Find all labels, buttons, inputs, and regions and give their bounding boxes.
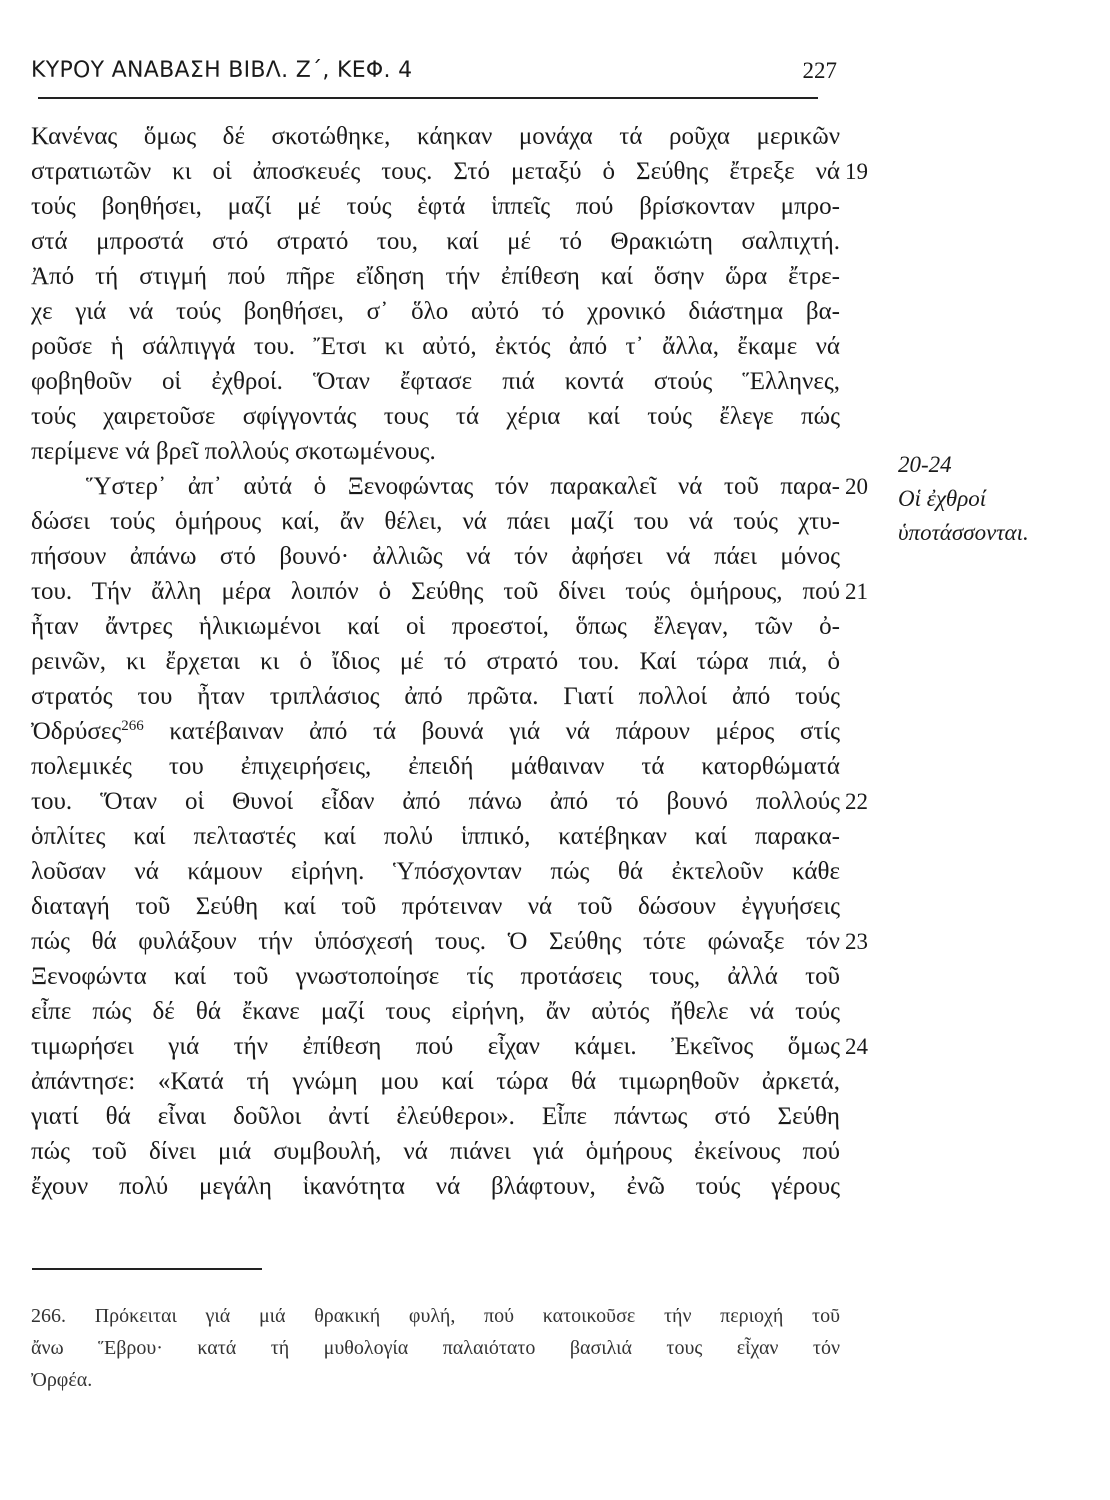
text-line: τιμωρήσει γιά τήν ἐπίθεση πού εἶχαν κάμει. Ἐκεῖνος ὅμως: [31, 1033, 840, 1060]
text-line: πώς θά φυλάξουν τήν ὑπόσχεσή τους. Ὁ Σεύθης τότε φώναξε τόν: [31, 928, 840, 955]
section-number: 21: [845, 579, 868, 604]
text-line: λοῦσαν νά κάμουν εἰρήνη. Ὑπόσχονταν πώς θά ἐκτελοῦν κάθε: [31, 858, 840, 885]
text-line: στρατός του ἦταν τριπλάσιος ἀπό πρῶτα. Γιατί πολλοί ἀπό τούς: [31, 683, 840, 710]
text-line: πήσουν ἀπάνω στό βουνό· ἀλλιῶς νά τόν ἀφήσει νά πάει μόνος: [31, 543, 840, 570]
footnote-reference: 266: [121, 718, 144, 734]
text-line: ἀπάντησε: «Κατά τή γνώμη μου καί τώρα θά τιμωρηθοῦν ἀρκετά,: [31, 1068, 840, 1095]
text-line: τούς βοηθήσει, μαζί μέ τούς ἑφτά ἱππεῖς πού βρίσκονταν μπρο-: [31, 193, 840, 220]
section-number: 20: [845, 474, 868, 499]
text-line: [31, 715, 840, 749]
text-line: στά μπροστά στό στρατό του, καί μέ τό Θρακιώτη σαλπιχτή.: [31, 228, 840, 255]
text-fragment: Ὀδρύσες: [31, 718, 122, 745]
text-line: ρεινῶν, κι ἔρχεται κι ὁ ἴδιος μέ τό στρατό του. Καί τώρα πιά, ὁ: [31, 648, 840, 675]
margin-note-range: 20-24: [898, 452, 952, 477]
section-number: 23: [845, 929, 868, 954]
text-line: Ὕστερ᾿ ἀπ᾿ αὐτά ὁ Ξενοφώντας τόν παρακαλεῖ νά τοῦ παρα-: [86, 473, 840, 500]
footnote-line: 266. Πρόκειται γιά μιά θρακική φυλή, πού κατοικοῦσε τήν περιοχή τοῦ: [31, 1305, 840, 1327]
footnote-rule: [32, 1268, 262, 1270]
text-line: εἶπε πώς δέ θά ἔκανε μαζί τους εἰρήνη, ἄν αὐτός ἤθελε νά τούς: [31, 998, 840, 1025]
text-line: πολεμικές του ἐπιχειρήσεις, ἐπειδή μάθαιναν τά κατορθώματά: [31, 753, 840, 780]
text-fragment: κατέβαιναν ἀπό τά βουνά γιά νά πάρουν μέρος στίς: [143, 718, 840, 745]
text-line: γιατί θά εἶναι δοῦλοι ἀντί ἐλεύθεροι». Εἶπε πάντως στό Σεύθη: [31, 1103, 840, 1130]
page-number: 227: [802, 58, 837, 83]
text-line: ἦταν ἄντρες ἡλικιωμένοι καί οἱ προεστοί, ὅπως ἔλεγαν, τῶν ὀ-: [31, 613, 840, 640]
section-number: 19: [845, 159, 868, 184]
text-line: του. Τήν ἄλλη μέρα λοιπόν ὁ Σεύθης τοῦ δίνει τούς ὁμήρους, πού: [31, 578, 840, 605]
text-line: πώς τοῦ δίνει μιά συμβουλή, νά πιάνει γιά ὁμήρους ἐκείνους πού: [31, 1138, 840, 1165]
text-line: τούς χαιρετοῦσε σφίγγοντάς τους τά χέρια καί τούς ἔλεγε πώς: [31, 403, 840, 430]
margin-note: [898, 448, 1029, 550]
text-line: Κανένας ὅμως δέ σκοτώθηκε, κάηκαν μονάχα τά ροῦχα μερικῶν: [31, 123, 840, 150]
header-rule: [38, 97, 818, 99]
footnote-line: ἄνω Ἕβρου· κατά τή μυθολογία παλαιότατο βασιλιά τους εἶχαν τόν: [31, 1337, 840, 1359]
text-line: χε γιά νά τούς βοηθήσει, σ᾿ ὅλο αὐτό τό χρονικό διάστημα βα-: [31, 298, 840, 325]
text-line: Ξενοφώντα καί τοῦ γνωστοποίησε τίς προτάσεις τους, ἀλλά τοῦ: [31, 963, 840, 990]
footnote-line: Ὀρφέα.: [31, 1369, 93, 1391]
running-head: ΚΥΡΟΥ ΑΝΑΒΑΣΗ ΒΙΒΛ. Ζ΄, ΚΕΦ. 4: [31, 58, 413, 83]
text-line: φοβηθοῦν οἱ ἐχθροί. Ὅταν ἔφτασε πιά κοντά στούς Ἕλληνες,: [31, 368, 840, 395]
text-line: ὁπλίτες καί πελταστές καί πολύ ἱππικό, κατέβηκαν καί παρακα-: [31, 823, 840, 850]
margin-note-line: ὑποτάσσονται.: [898, 520, 1029, 545]
text-line: Ἀπό τή στιγμή πού πῆρε εἴδηση τήν ἐπίθεση καί ὅσην ὥρα ἔτρε-: [31, 263, 840, 290]
text-line: ἔχουν πολύ μεγάλη ἱκανότητα νά βλάφτουν, ἐνῶ τούς γέρους: [31, 1173, 840, 1200]
page-header: [31, 54, 841, 94]
text-line: περίμενε νά βρεῖ πολλούς σκοτωμένους.: [31, 438, 436, 465]
text-line: διαταγή τοῦ Σεύθη καί τοῦ πρότειναν νά τοῦ δώσουν ἐγγυήσεις: [31, 893, 840, 920]
section-number: 22: [845, 789, 868, 814]
margin-note-line: Οἱ ἐχθροί: [898, 486, 987, 511]
text-line: στρατιωτῶν κι οἱ ἀποσκευές τους. Στό μεταξύ ὁ Σεύθης ἔτρεξε νά: [31, 158, 840, 185]
text-line: ροῦσε ἡ σάλπιγγά του. Ἔτσι κι αὐτό, ἐκτός ἀπό τ᾿ ἄλλα, ἔκαμε νά: [31, 333, 840, 360]
section-number: 24: [845, 1034, 868, 1059]
text-line: του. Ὅταν οἱ Θυνοί εἶδαν ἀπό πάνω ἀπό τό βουνό πολλούς: [31, 788, 840, 815]
text-line: δώσει τούς ὁμήρους καί, ἄν θέλει, νά πάει μαζί του νά τούς χτυ-: [31, 508, 840, 535]
